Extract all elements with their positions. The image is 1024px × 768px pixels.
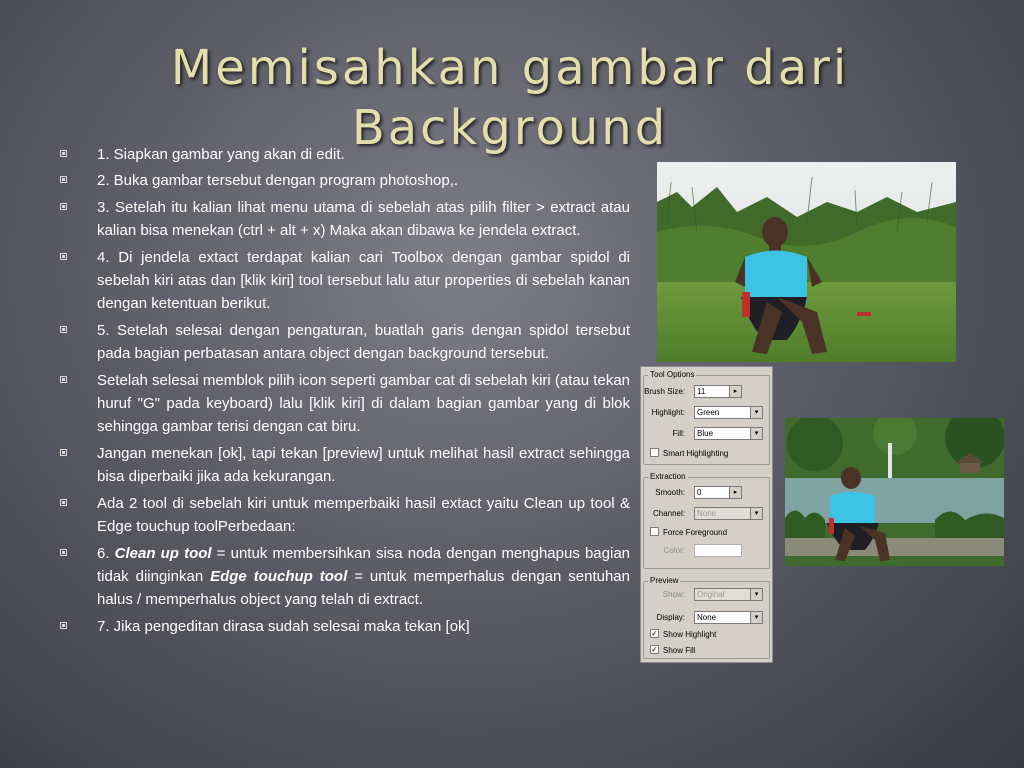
bullet-text: 3. Setelah itu kalian lihat menu utama di sebelah atas pilih filter > extract atau kalian bisa menekan (ctrl + alt + x) Maka akan dibawa ke jendela extract. xyxy=(97,198,630,240)
show-highlight-row xyxy=(644,628,769,642)
display-value: None xyxy=(697,613,717,622)
tool-options-group xyxy=(643,370,770,465)
smooth-value: 0 xyxy=(697,488,702,497)
preview-title: Preview xyxy=(650,576,679,585)
square-bullet-icon xyxy=(60,449,67,456)
display-label: Display: xyxy=(656,613,685,622)
smart-highlighting-row xyxy=(644,447,769,461)
fill-select[interactable] xyxy=(694,427,763,440)
force-foreground-label: Force Foreground xyxy=(663,528,728,537)
square-bullet-icon xyxy=(60,203,67,210)
extract-tool-options-panel xyxy=(640,366,773,663)
highlight-row xyxy=(644,406,769,420)
bullet-item xyxy=(60,615,630,638)
slide-title xyxy=(100,38,920,158)
highlight-value: Green xyxy=(697,408,720,417)
brush-size-input[interactable] xyxy=(694,385,742,398)
highlight-label: Highlight: xyxy=(651,408,685,417)
bullet-text: Ada 2 tool di sebelah kiri untuk memperbaiki hasil extact yaitu Clean up tool & Edge touchup toolPerbedaan: xyxy=(97,494,630,536)
title-line-2: Background xyxy=(351,100,669,156)
bullet-text: 4. Di jendela extact terdapat kalian cari Toolbox dengan gambar spidol di sebelah kiri atas dan [klik kiri] tool tersebut lalu atur properties di sebelah kanan dengan ketentuan berikut. xyxy=(97,248,630,313)
channel-value: None xyxy=(697,509,717,518)
bullet-item xyxy=(60,246,630,316)
dropdown-arrow-icon[interactable]: ▾ xyxy=(750,508,762,519)
smart-highlighting-checkbox[interactable] xyxy=(650,448,659,457)
dropdown-arrow-icon[interactable]: ▾ xyxy=(750,428,762,439)
channel-label: Channel: xyxy=(652,509,685,518)
square-bullet-icon xyxy=(60,253,67,260)
bullet-item xyxy=(60,442,630,489)
bullet-text-mid: = untuk membersihkan sisa noda dengan menghapus bagian tidak diinginkan xyxy=(97,544,631,585)
dropdown-arrow-icon[interactable]: ▾ xyxy=(750,612,762,623)
smooth-label: Smooth: xyxy=(655,488,685,497)
color-row xyxy=(644,544,769,558)
force-foreground-checkbox[interactable] xyxy=(650,527,659,536)
show-fill-checkbox[interactable]: ✓ xyxy=(651,645,658,654)
channel-row xyxy=(644,507,769,521)
clean-up-tool-term: Clean up tool xyxy=(114,544,212,562)
bullet-text: 5. Setelah selesai dengan pengaturan, buatlah garis dengan spidol tersebut pada bagian perbatasan antara object dengan background tersebut. xyxy=(97,321,630,363)
dropdown-arrow-icon[interactable]: ▾ xyxy=(750,407,762,418)
bullet-text-prefix: 6. xyxy=(97,544,115,562)
slider-arrow-icon[interactable]: ▸ xyxy=(729,386,741,397)
bullet-item xyxy=(60,369,630,439)
smooth-input[interactable] xyxy=(694,486,742,499)
show-highlight-label: Show Highlight xyxy=(663,630,717,639)
bullet-text: 1. Siapkan gambar yang akan di edit. xyxy=(97,146,345,163)
bullet-item xyxy=(60,319,630,366)
square-bullet-icon xyxy=(60,376,67,383)
edge-touchup-tool-term: Edge touchup tool xyxy=(210,567,348,585)
display-select[interactable] xyxy=(694,611,763,624)
bullet-item xyxy=(60,143,630,166)
bullet-list xyxy=(60,143,630,641)
force-foreground-row xyxy=(644,526,769,540)
photo-result xyxy=(785,418,1004,566)
square-bullet-icon xyxy=(60,499,67,506)
show-fill-label: Show Fill xyxy=(663,646,696,655)
dropdown-arrow-icon[interactable]: ▾ xyxy=(750,589,762,600)
show-label: Show: xyxy=(662,590,685,599)
smooth-row xyxy=(644,486,769,500)
title-line-1: Memisahkan gambar dari xyxy=(170,40,850,96)
square-bullet-icon xyxy=(60,150,67,157)
channel-select[interactable] xyxy=(694,507,763,520)
show-fill-row xyxy=(644,644,769,658)
brush-size-value: 11 xyxy=(697,387,706,396)
square-bullet-icon xyxy=(60,549,67,556)
fill-label: Fill: xyxy=(672,429,685,438)
bullet-item xyxy=(60,542,630,612)
preview-group xyxy=(643,576,770,659)
bullet-item xyxy=(60,169,630,192)
brush-size-row xyxy=(644,385,769,399)
square-bullet-icon xyxy=(60,326,67,333)
slider-arrow-icon[interactable]: ▸ xyxy=(729,487,741,498)
fill-row xyxy=(644,427,769,441)
smart-highlighting-label: Smart Highlighting xyxy=(663,449,729,458)
brush-size-label: Brush Size: xyxy=(644,387,685,396)
bullet-text: 2. Buka gambar tersebut dengan program photoshop,. xyxy=(97,172,459,190)
photo-original xyxy=(657,162,956,362)
color-label: Color: xyxy=(663,546,685,555)
display-row xyxy=(644,611,769,625)
square-bullet-icon xyxy=(60,622,67,629)
show-value: Original xyxy=(697,590,725,599)
bullet-item xyxy=(60,492,630,539)
bullet-text: Setelah selesai memblok pilih icon seperti gambar cat di sebelah kiri (atau tekan huruf "G" pada keyboard) lalu [klik kiri] di dalam bagian gambar yang di blok sehingga gambar terisi dengan cat biru. xyxy=(97,371,630,436)
tool-options-title: Tool Options xyxy=(650,370,695,379)
bullet-text: 7. Jika pengeditan dirasa sudah selesai maka tekan [ok] xyxy=(97,617,470,635)
highlight-select[interactable] xyxy=(694,406,763,419)
bullet-text-end: = untuk memperhalus dengan sentuhan halus / memperhalus object yang telah di extract. xyxy=(97,567,630,609)
bullet-text: Jangan menekan [ok], tapi tekan [preview] untuk melihat hasil extract sehingga bisa diperbaiki jika ada kekurangan. xyxy=(97,444,630,486)
square-bullet-icon xyxy=(60,176,67,183)
extraction-group xyxy=(643,472,770,569)
show-highlight-checkbox[interactable]: ✓ xyxy=(651,629,658,638)
show-row xyxy=(644,588,769,602)
extraction-title: Extraction xyxy=(650,472,686,481)
fill-value: Blue xyxy=(697,429,714,438)
color-swatch[interactable] xyxy=(694,544,742,557)
show-select[interactable] xyxy=(694,588,763,601)
bullet-item xyxy=(60,196,630,243)
